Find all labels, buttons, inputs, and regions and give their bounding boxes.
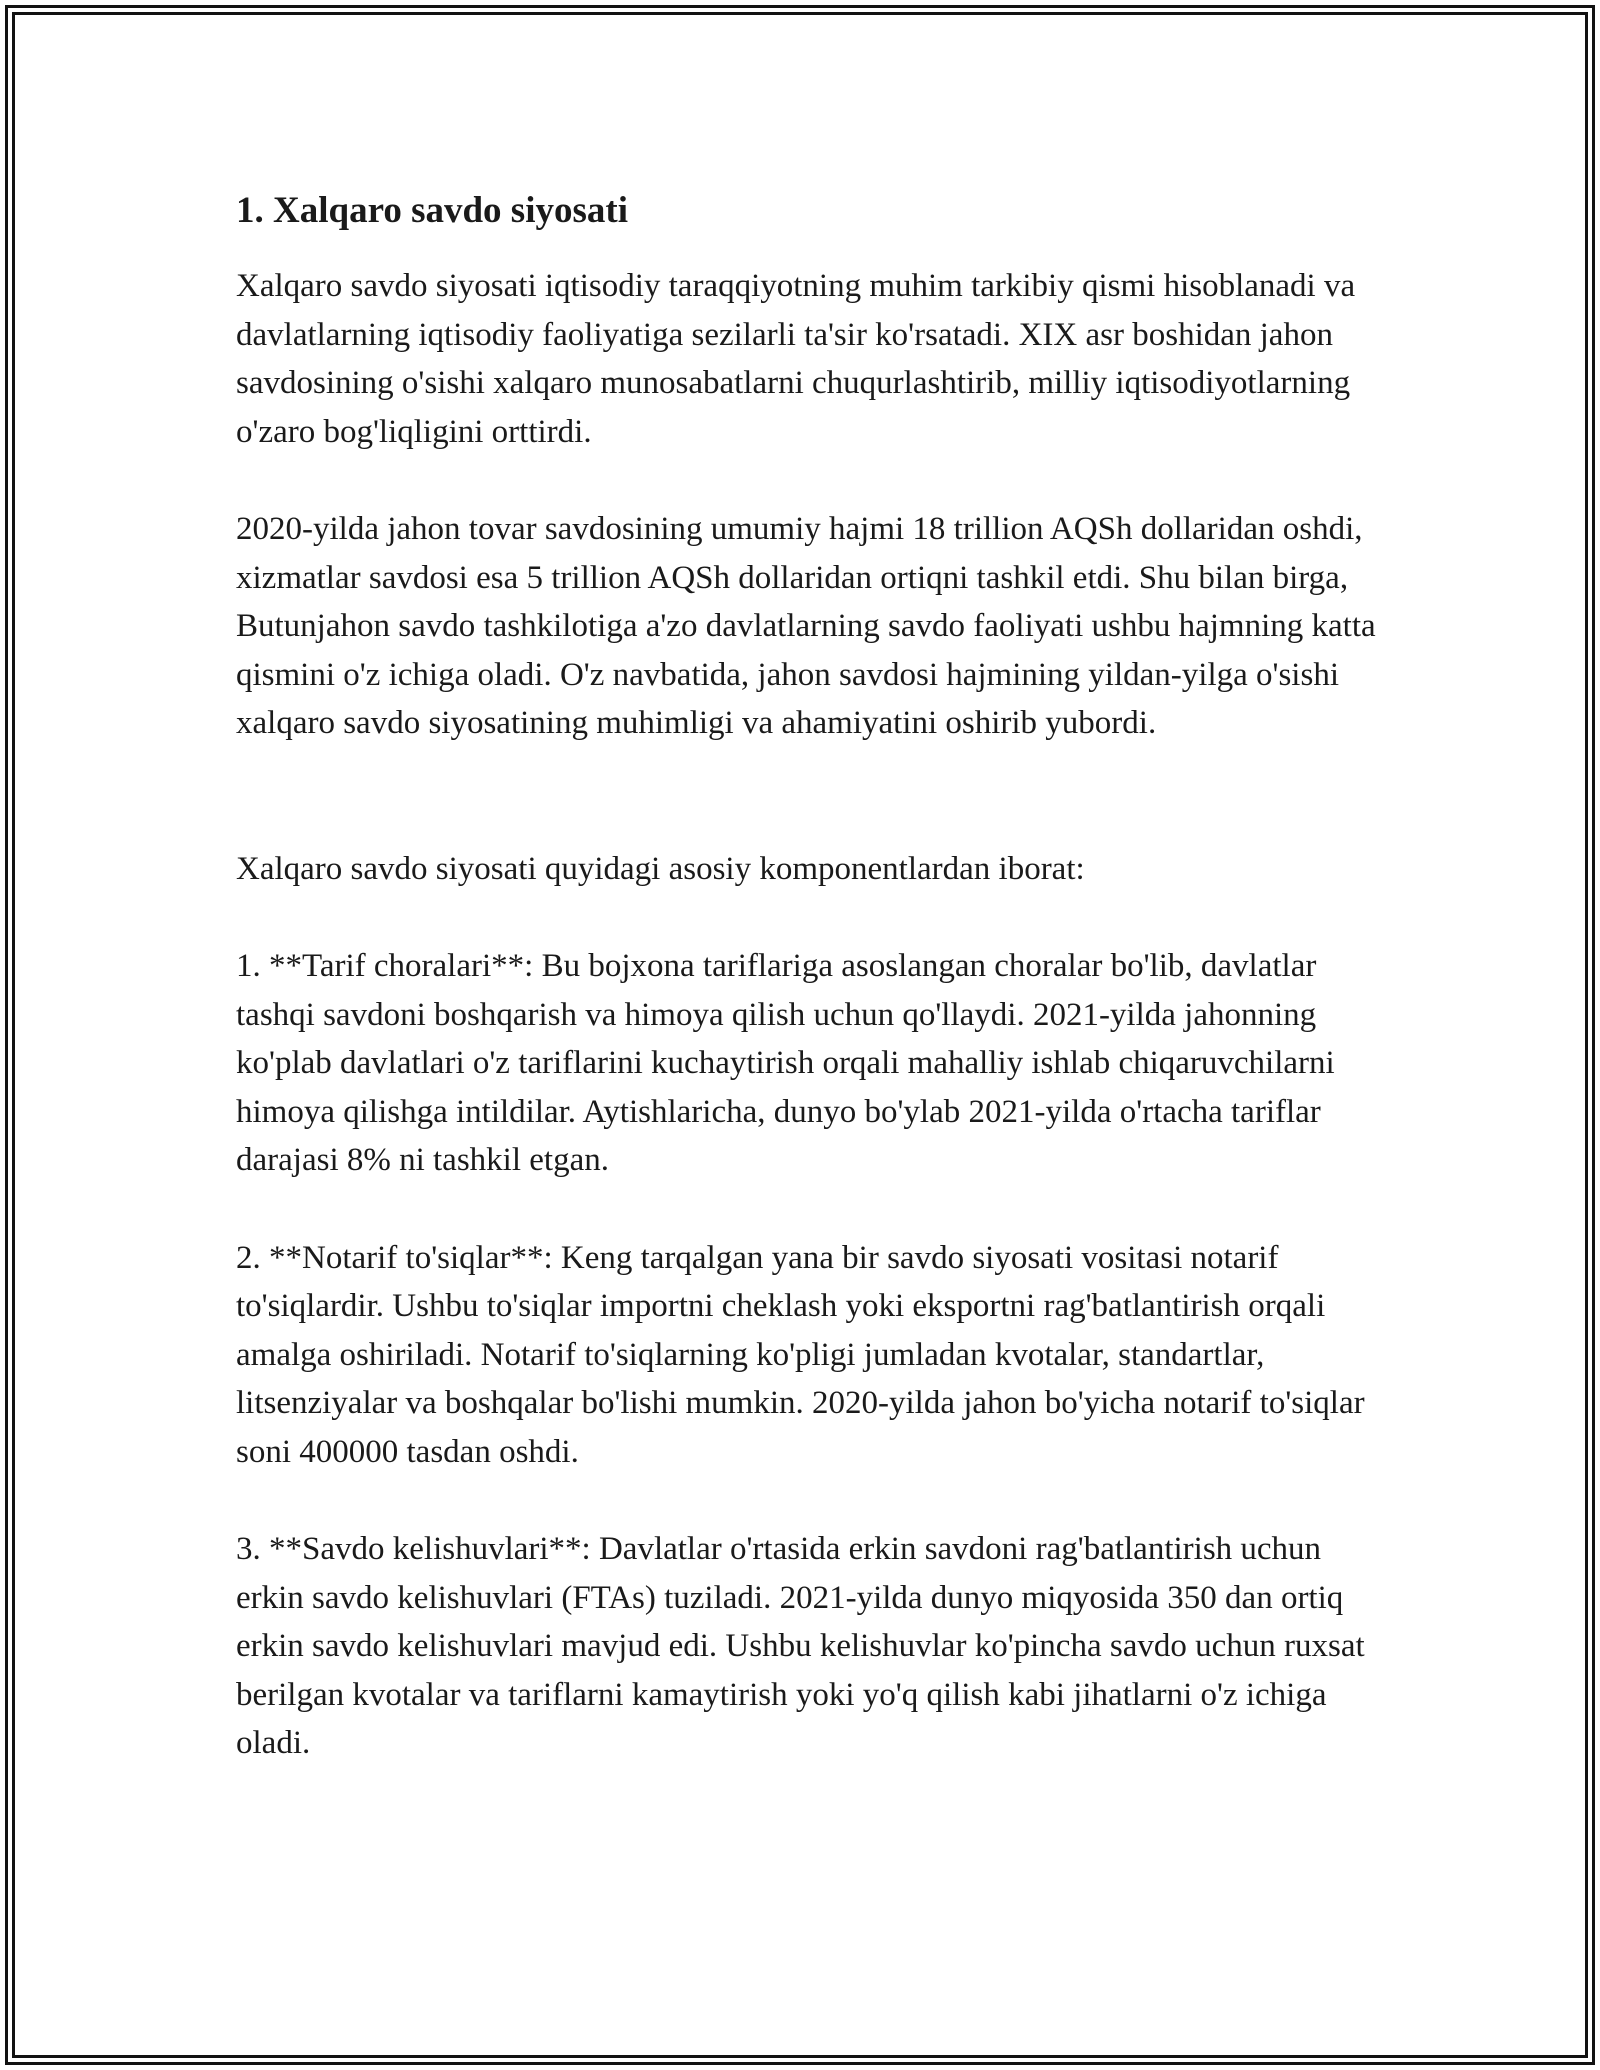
- paragraph-spacer: [236, 1476, 1376, 1525]
- paragraph-spacer: [236, 456, 1376, 505]
- paragraph-intro: Xalqaro savdo siyosati iqtisodiy taraqqiyotning muhim tarkibiy qismi hisoblanadi va davlatlarning iqtisodiy faoliyatiga sezilarli ta'sir ko'rsatadi. XIX asr boshidan jahon savdosining o'sishi xalqaro munosabatlarni chuqurlashtirib, milliy iqtisodiyotlarning o'zaro bog'liqligini orttirdi.: [236, 268, 1356, 450]
- list-item-non-tariff-barriers: 2. **Notarif to'siqlar**: Keng tarqalgan yana bir savdo siyosati vositasi notarif to'siqlardir. Ushbu to'siqlar importni cheklash yoki eksportni rag'batlantirish orqali amalga oshiriladi. Notarif to'siqlarning ko'pligi jumladan kvotalar, standartlar, litsenziyalar va boshqalar bo'lishi mumkin. 2020-yilda jahon bo'yicha notarif to'siqlar soni 400000 tasdan oshdi.: [236, 1239, 1365, 1470]
- paragraph-trade-volume: 2020-yilda jahon tovar savdosining umumiy hajmi 18 trillion AQSh dollaridan oshdi, xizmatlar savdosi esa 5 trillion AQSh dollaridan ortiqni tashkil etdi. Shu bilan birga, Butunjahon savdo tashkilotiga a'zo davlatlarning savdo faoliyati ushbu hajmning katta qismini o'z ichiga oladi. O'z navbatida, jahon savdosi hajmining yildan-yilga o'sishi xalqaro savdo siyosatining muhimligi va ahamiyatini oshirib yubordi.: [236, 511, 1376, 741]
- paragraph-components-intro: Xalqaro savdo siyosati quyidagi asosiy komponentlardan iborat:: [236, 850, 1085, 887]
- document-body: [236, 188, 1376, 1768]
- list-item-trade-agreements: 3. **Savdo kelishuvlari**: Davlatlar o'rtasida erkin savdoni rag'batlantirish uchun erkin savdo kelishuvlari (FTAs) tuziladi. 2021-yilda dunyo miqyosida 350 dan ortiq erkin savdo kelishuvlari mavjud edi. Ushbu kelishuvlar ko'pincha savdo uchun ruxsat berilgan kvotalar va tariflarni kamaytirish yoki yo'q qilish kabi jihatlarni o'z ichiga oladi.: [236, 1531, 1365, 1761]
- section-heading: 1. Xalqaro savdo siyosati: [236, 190, 628, 231]
- paragraph-spacer: [236, 893, 1376, 942]
- list-item-tariff-measures: 1. **Tarif choralari**: Bu bojxona tariflariga asoslangan choralar bo'lib, davlatlar tashqi savdoni boshqarish va himoya qilish uchun qo'llaydi. 2021-yilda jahonning ko'plab davlatlari o'z tariflarini kuchaytirish orqali mahalliy ishlab chiqaruvchilarni himoya qilishga intildilar. Aytishlaricha, dunyo bo'ylab 2021-yilda o'rtacha tariflar darajasi 8% ni tashkil etgan.: [236, 948, 1335, 1178]
- paragraph-spacer: [236, 1185, 1376, 1234]
- paragraph-spacer: [236, 748, 1376, 845]
